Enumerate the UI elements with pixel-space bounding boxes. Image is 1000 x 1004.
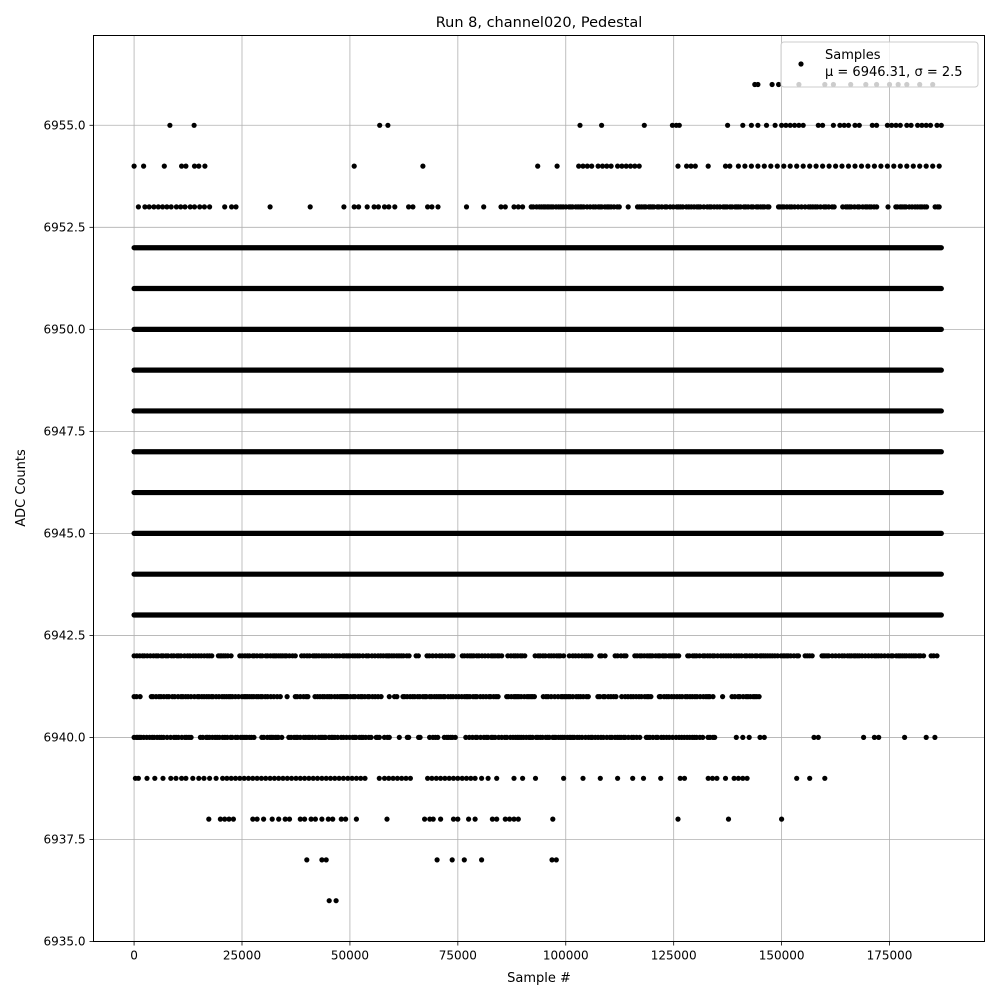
x-axis-label: Sample #	[507, 971, 571, 986]
sample-point	[473, 776, 478, 781]
sample-point	[313, 817, 318, 822]
sample-point	[435, 204, 440, 209]
sample-point	[136, 776, 141, 781]
sample-point	[749, 164, 754, 169]
sample-point	[438, 817, 443, 822]
sample-point	[450, 653, 455, 658]
sample-point	[554, 857, 559, 862]
sample-point	[747, 735, 752, 740]
sample-point	[720, 694, 725, 699]
sample-point	[928, 123, 933, 128]
sample-point	[898, 164, 903, 169]
sample-point	[712, 735, 717, 740]
sample-point	[520, 204, 525, 209]
sample-point	[455, 817, 460, 822]
sample-point	[435, 735, 440, 740]
sample-point	[874, 123, 879, 128]
sample-point	[162, 164, 167, 169]
sample-point	[757, 694, 762, 699]
y-tick-label: 6955.0	[43, 118, 86, 133]
sample-point	[682, 776, 687, 781]
sample-point	[872, 164, 877, 169]
sample-point	[494, 817, 499, 822]
sample-point	[764, 123, 769, 128]
sample-point	[431, 817, 436, 822]
sample-point	[617, 204, 622, 209]
sample-point	[520, 776, 525, 781]
sample-point	[407, 653, 412, 658]
sample-point	[196, 776, 201, 781]
sample-point	[276, 817, 281, 822]
sample-point	[742, 164, 747, 169]
sample-point	[169, 204, 174, 209]
sample-point	[885, 164, 890, 169]
sample-point	[911, 164, 916, 169]
sample-point	[222, 204, 227, 209]
sample-point	[285, 694, 290, 699]
sample-point	[229, 653, 234, 658]
sample-point	[429, 204, 434, 209]
sample-point	[287, 817, 292, 822]
sample-point	[202, 204, 207, 209]
x-tick-label: 175000	[866, 948, 913, 963]
sample-point	[603, 653, 608, 658]
sample-point	[343, 817, 348, 822]
sample-point	[209, 653, 214, 658]
legend-series-name: Samples	[825, 48, 881, 63]
x-tick-label: 150000	[758, 948, 805, 963]
sample-point	[278, 694, 283, 699]
sample-point	[934, 653, 939, 658]
sample-point	[779, 817, 784, 822]
y-tick-label: 6945.0	[43, 526, 86, 541]
sample-point	[932, 735, 937, 740]
x-tick-label: 125000	[650, 948, 697, 963]
sample-point	[626, 204, 631, 209]
sample-point	[865, 164, 870, 169]
sample-point	[561, 653, 566, 658]
sample-point	[891, 164, 896, 169]
sample-point	[676, 653, 681, 658]
sample-point	[675, 164, 680, 169]
sample-point	[740, 735, 745, 740]
sample-point	[773, 123, 778, 128]
y-tick-label: 6952.5	[43, 220, 86, 235]
sample-point	[796, 653, 801, 658]
sample-point	[302, 817, 307, 822]
sample-point	[522, 653, 527, 658]
sample-point	[356, 204, 361, 209]
sample-point	[192, 123, 197, 128]
sample-point	[190, 776, 195, 781]
sample-point	[464, 204, 469, 209]
sample-point	[196, 164, 201, 169]
sample-point	[770, 82, 775, 87]
sample-point	[827, 164, 832, 169]
sample-point	[408, 776, 413, 781]
y-axis-label: ADC Counts	[14, 449, 29, 527]
sample-point	[807, 776, 812, 781]
sample-point	[561, 776, 566, 781]
sample-point	[598, 776, 603, 781]
sample-point	[324, 857, 329, 862]
sample-point	[354, 817, 359, 822]
sample-point	[173, 776, 178, 781]
sample-point	[201, 776, 206, 781]
sample-point	[904, 164, 909, 169]
sample-point	[762, 164, 767, 169]
sample-point	[160, 776, 165, 781]
sample-point	[304, 857, 309, 862]
sample-point	[580, 776, 585, 781]
sample-point	[479, 857, 484, 862]
sample-point	[930, 164, 935, 169]
y-tick-label: 6935.0	[43, 934, 86, 949]
sample-point	[832, 204, 837, 209]
sample-point	[776, 82, 781, 87]
sample-point	[807, 164, 812, 169]
sample-point	[410, 204, 415, 209]
sample-point	[473, 817, 478, 822]
sample-point	[386, 204, 391, 209]
sample-point	[939, 123, 944, 128]
sample-point	[878, 164, 883, 169]
sample-point	[420, 164, 425, 169]
sample-point	[820, 123, 825, 128]
sample-point	[917, 164, 922, 169]
sample-point	[494, 776, 499, 781]
sample-point	[623, 653, 628, 658]
sample-point	[846, 123, 851, 128]
sample-point	[801, 123, 806, 128]
sample-point	[586, 694, 591, 699]
sample-point	[693, 164, 698, 169]
sample-point	[535, 164, 540, 169]
sample-point	[481, 204, 486, 209]
sample-point	[615, 776, 620, 781]
y-tick-label: 6950.0	[43, 322, 86, 337]
sample-point	[144, 776, 149, 781]
sample-point	[924, 735, 929, 740]
sample-point	[609, 164, 614, 169]
sample-point	[550, 817, 555, 822]
sample-point	[496, 694, 501, 699]
sample-point	[377, 735, 382, 740]
sample-point	[642, 123, 647, 128]
sample-point	[136, 204, 141, 209]
sample-point	[206, 817, 211, 822]
sample-point	[197, 204, 202, 209]
sample-point	[874, 204, 879, 209]
sample-point	[341, 204, 346, 209]
sample-point	[308, 204, 313, 209]
chart-title: Run 8, channel020, Pedestal	[435, 15, 643, 31]
sample-point	[734, 735, 739, 740]
sample-point	[641, 776, 646, 781]
sample-point	[766, 204, 771, 209]
sample-point	[814, 164, 819, 169]
sample-point	[801, 164, 806, 169]
sample-point	[725, 123, 730, 128]
sample-point	[937, 164, 942, 169]
sample-point	[810, 653, 815, 658]
legend	[781, 42, 978, 87]
sample-point	[658, 776, 663, 781]
sample-point	[637, 164, 642, 169]
sample-point	[599, 123, 604, 128]
sample-point	[833, 164, 838, 169]
legend-stats-label: μ = 6946.31, σ = 2.5	[825, 65, 963, 80]
sample-point	[305, 694, 310, 699]
sample-point	[921, 653, 926, 658]
sample-point	[334, 898, 339, 903]
sample-point	[532, 694, 537, 699]
sample-point	[859, 164, 864, 169]
sample-point	[147, 204, 152, 209]
sample-point	[251, 735, 256, 740]
sample-point	[167, 123, 172, 128]
sample-point	[852, 164, 857, 169]
sample-point	[861, 735, 866, 740]
sample-point	[745, 776, 750, 781]
sample-point	[846, 164, 851, 169]
sample-point	[270, 817, 275, 822]
sample-point	[909, 123, 914, 128]
sample-point	[726, 817, 731, 822]
sample-point	[279, 735, 284, 740]
x-tick-label: 75000	[438, 948, 477, 963]
sample-point	[736, 164, 741, 169]
sample-point	[820, 164, 825, 169]
sample-point	[740, 123, 745, 128]
sample-point	[885, 204, 890, 209]
sample-point	[394, 694, 399, 699]
sample-point	[706, 164, 711, 169]
sample-point	[677, 123, 682, 128]
sample-point	[397, 735, 402, 740]
sample-point	[377, 776, 382, 781]
sample-point	[231, 817, 236, 822]
sample-point	[327, 898, 332, 903]
x-tick-label: 25000	[222, 948, 262, 963]
sample-point	[749, 123, 754, 128]
sample-point	[762, 735, 767, 740]
sample-point	[768, 164, 773, 169]
sample-point	[924, 204, 929, 209]
sample-point	[261, 817, 266, 822]
sample-point	[192, 204, 197, 209]
sample-point	[214, 776, 219, 781]
y-tick-label: 6940.0	[43, 730, 86, 745]
sample-point	[516, 817, 521, 822]
sample-point	[377, 123, 382, 128]
sample-point	[555, 164, 560, 169]
sample-point	[152, 776, 157, 781]
sample-point	[207, 204, 212, 209]
y-tick-label: 6947.5	[43, 424, 86, 439]
y-tick-label: 6937.5	[43, 832, 86, 847]
x-tick-label: 0	[130, 948, 138, 963]
sample-point	[589, 164, 594, 169]
sample-point	[418, 735, 423, 740]
sample-point	[183, 164, 188, 169]
sample-point	[533, 776, 538, 781]
sample-point	[422, 817, 427, 822]
sample-point	[727, 164, 732, 169]
sample-point	[775, 164, 780, 169]
sample-point	[319, 817, 324, 822]
sample-point	[710, 694, 715, 699]
sample-point	[902, 735, 907, 740]
sample-point	[189, 735, 194, 740]
sample-point	[577, 123, 582, 128]
sample-point	[700, 735, 705, 740]
sample-point	[141, 164, 146, 169]
sample-point	[876, 735, 881, 740]
sample-point	[183, 776, 188, 781]
sample-point	[453, 735, 458, 740]
sample-point	[511, 776, 516, 781]
sample-point	[376, 204, 381, 209]
y-tick-label: 6942.5	[43, 628, 86, 643]
sample-point	[648, 694, 653, 699]
sample-point	[816, 735, 821, 740]
sample-point	[182, 204, 187, 209]
sample-point	[416, 653, 421, 658]
sample-point	[479, 776, 484, 781]
sample-point	[755, 123, 760, 128]
sample-point	[637, 735, 642, 740]
sample-point	[202, 164, 207, 169]
sample-point	[233, 204, 238, 209]
sample-point	[794, 164, 799, 169]
sample-point	[392, 204, 397, 209]
sample-point	[450, 857, 455, 862]
x-tick-label: 100000	[542, 948, 589, 963]
sample-point	[207, 776, 212, 781]
sample-point	[352, 164, 357, 169]
sample-point	[503, 204, 508, 209]
sample-point	[589, 653, 594, 658]
sample-point	[462, 857, 467, 862]
sample-point	[385, 123, 390, 128]
sample-point	[723, 776, 728, 781]
sample-point	[362, 776, 367, 781]
sample-point	[466, 817, 471, 822]
sample-point	[132, 164, 137, 169]
sample-point	[924, 164, 929, 169]
sample-point	[330, 817, 335, 822]
sample-point	[138, 694, 143, 699]
sample-point	[898, 123, 903, 128]
sample-point	[168, 776, 173, 781]
sample-point	[379, 694, 384, 699]
sample-point	[268, 204, 273, 209]
sample-point	[406, 735, 411, 740]
sample-point	[794, 776, 799, 781]
sample-point	[755, 82, 760, 87]
sample-point	[387, 694, 392, 699]
sample-point	[755, 164, 760, 169]
sample-point	[435, 857, 440, 862]
sample-point	[387, 735, 392, 740]
sample-point	[831, 123, 836, 128]
sample-point	[365, 204, 370, 209]
sample-point	[293, 653, 298, 658]
legend-marker	[798, 61, 803, 66]
sample-point	[781, 164, 786, 169]
sample-point	[613, 694, 618, 699]
sample-point	[788, 164, 793, 169]
x-tick-label: 50000	[330, 948, 370, 963]
sample-point	[369, 735, 374, 740]
sample-point	[630, 776, 635, 781]
sample-point	[822, 776, 827, 781]
sample-point	[499, 653, 504, 658]
sample-point	[937, 204, 942, 209]
sample-point	[857, 123, 862, 128]
sample-point	[714, 776, 719, 781]
sample-point	[384, 817, 389, 822]
sample-point	[255, 817, 260, 822]
sample-point	[675, 817, 680, 822]
sample-point	[486, 776, 491, 781]
sample-point	[839, 164, 844, 169]
